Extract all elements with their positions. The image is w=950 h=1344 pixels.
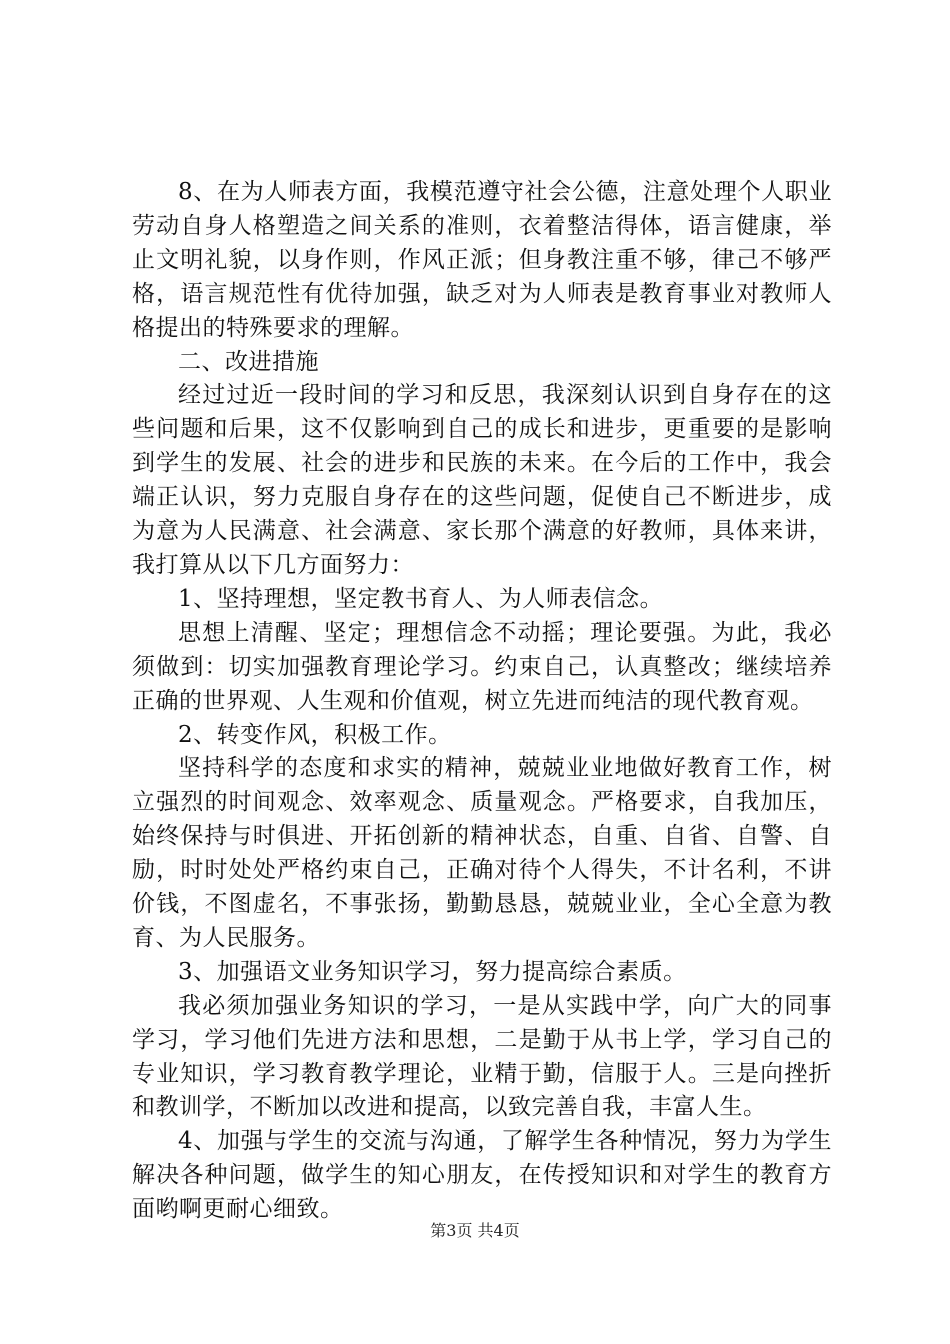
paragraph-item-3: 我必须加强业务知识的学习，一是从实践中学，向广大的同事学习，学习他们先进方法和思想，二是勤于从书上学，学习自己的专业知识，学习教育教学理论，业精于勤，信服于人。三是向挫折和教训学，不断加以改进和提高，以致完善自我，丰富人生。 (132, 992, 832, 1121)
item-heading-3: 3、加强语文业务知识学习，努力提高综合素质。 (178, 958, 687, 985)
paragraph-reflection: 经过过近一段时间的学习和反思，我深刻认识到自身存在的这些问题和后果，这不仅影响到自己的成长和进步，更重要的是影响到学生的发展、社会的进步和民族的未来。在今后的工作中，我会端正认识，努力克服自身存在的这些问题，促使自己不断进步，成为意为人民满意、社会满意、家长那个满意的好教师，具体来讲，我打算从以下几方面努力： (132, 382, 832, 578)
page-number-footer: 第3页 共4页 (430, 1221, 520, 1240)
paragraph-conduct: 8、在为人师表方面，我模范遵守社会公德，注意处理个人职业劳动自身人格塑造之间关系的准则，衣着整洁得体，语言健康，举止文明礼貌，以身作则，作风正派；但身教注重不够，律己不够严格，语言规范性有优待加强，缺乏对为人师表是教育事业对教师人格提出的特殊要求的理解。 (132, 179, 832, 341)
item-heading-2: 2、转变作风，积极工作。 (178, 721, 452, 748)
section-heading-improvements: 二、改进措施 (178, 348, 319, 375)
item-heading-1: 1、坚持理想，坚定教书育人、为人师表信念。 (178, 585, 664, 612)
paragraph-item-2: 坚持科学的态度和求实的精神，兢兢业业地做好教育工作，树立强烈的时间观念、效率观念、质量观念。严格要求，自我加压，始终保持与时俱进、开拓创新的精神状态，自重、自省、自警、自励，时时处处严格约束自己，正确对待个人得失，不计名利，不讲价钱，不图虚名，不事张扬，勤勤恳恳，兢兢业业，全心全意为教育、为人民服务。 (132, 755, 832, 951)
paragraph-item-1: 思想上清醒、坚定；理想信念不动摇；理论要强。为此，我必须做到：切实加强教育理论学习。约束自己，认真整改；继续培养正确的世界观、人生观和价值观，树立先进而纯洁的现代教育观。 (132, 619, 832, 714)
document-body (132, 176, 832, 1227)
paragraph-item-4: 4、加强与学生的交流与沟通，了解学生各种情况，努力为学生解决各种问题，做学生的知心朋友，在传授知识和对学生的教育方面哟啊更耐心细致。 (132, 1128, 832, 1223)
